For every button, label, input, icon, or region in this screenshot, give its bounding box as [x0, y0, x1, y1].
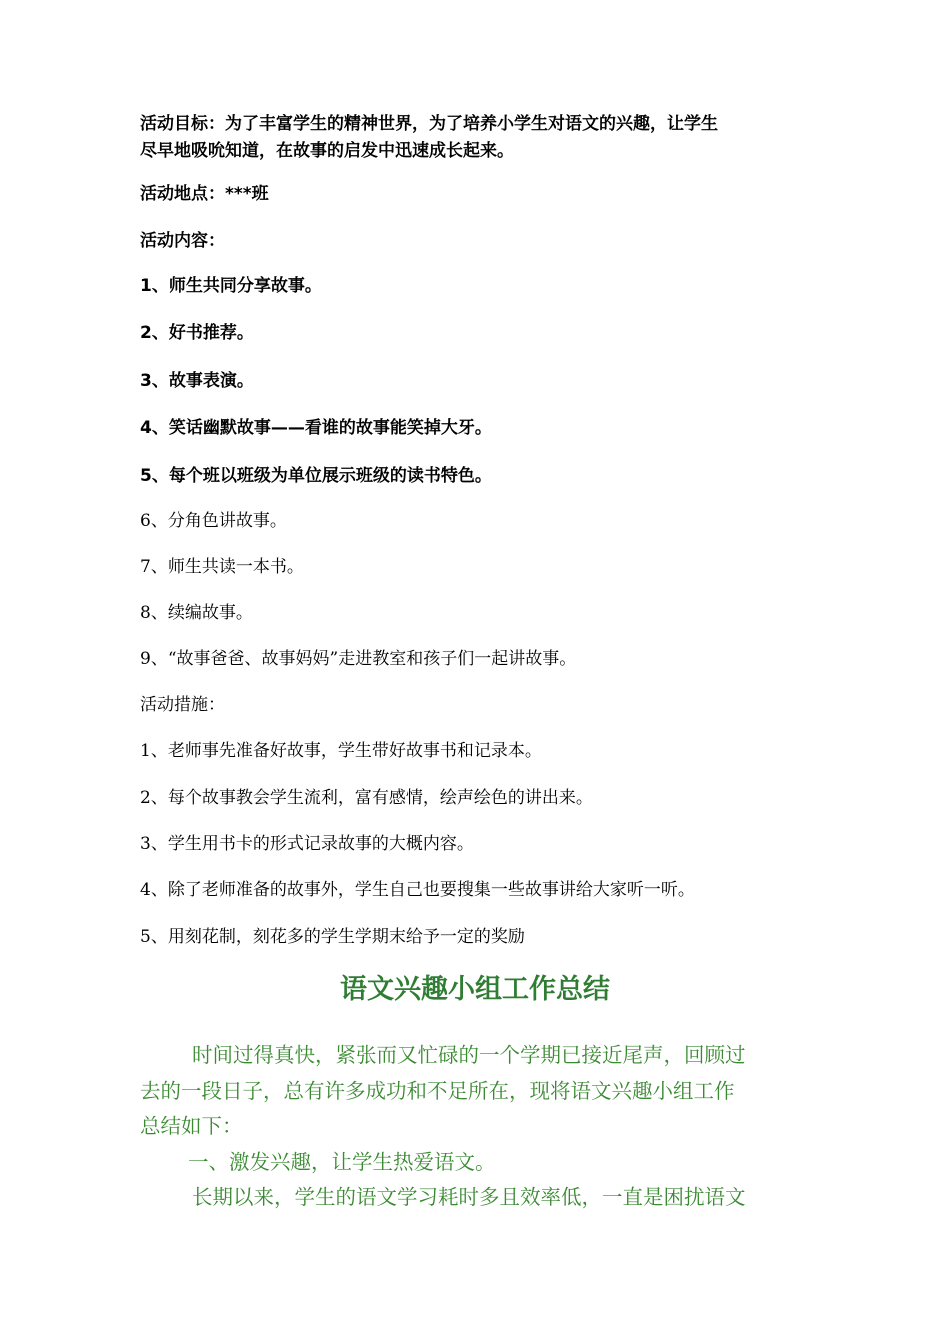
content-item-7: 7、师生共读一本书。: [140, 557, 304, 577]
content-item-8: 8、续编故事。: [140, 603, 253, 623]
measures-heading: 活动措施：: [140, 695, 225, 715]
location-line: 活动地点：***班: [140, 184, 269, 204]
summary-para2-line1: 长期以来，学生的语文学习耗时多且效率低，一直是困扰语文: [192, 1185, 746, 1209]
summary-para1-line3: 总结如下：: [140, 1114, 243, 1138]
content-heading: 活动内容：: [140, 231, 225, 251]
goal-line-2: 尽早地吸吮知道，在故事的启发中迅速成长起来。: [140, 141, 514, 161]
measures-item-3: 3、学生用书卡的形式记录故事的大概内容。: [140, 834, 474, 854]
content-item-6: 6、分角色讲故事。: [140, 511, 287, 531]
measures-item-5: 5、用刻花制，刻花多的学生学期末给予一定的奖励: [140, 927, 525, 947]
measures-item-2: 2、每个故事教会学生流利，富有感情，绘声绘色的讲出来。: [140, 788, 593, 808]
summary-title: 语文兴趣小组工作总结: [340, 974, 610, 1005]
content-item-1: 1、师生共同分享故事。: [140, 276, 322, 296]
content-item-3: 3、故事表演。: [140, 371, 254, 391]
measures-item-4: 4、除了老师准备的故事外，学生自己也要搜集一些故事讲给大家听一听。: [140, 880, 695, 900]
content-item-2: 2、好书推荐。: [140, 323, 254, 343]
summary-para1-line2: 去的一段日子，总有许多成功和不足所在，现将语文兴趣小组工作: [140, 1079, 735, 1103]
measures-item-1: 1、老师事先准备好故事，学生带好故事书和记录本。: [140, 741, 542, 761]
content-item-9: 9、“故事爸爸、故事妈妈”走进教室和孩子们一起讲故事。: [140, 649, 577, 669]
summary-section-heading: 一、激发兴趣，让学生热爱语文。: [188, 1150, 496, 1174]
goal-line-1: 活动目标：为了丰富学生的精神世界，为了培养小学生对语文的兴趣，让学生: [140, 114, 718, 134]
content-item-4: 4、笑话幽默故事——看谁的故事能笑掉大牙。: [140, 418, 492, 438]
content-item-5: 5、每个班以班级为单位展示班级的读书特色。: [140, 466, 492, 486]
summary-para1-line1: 时间过得真快，紧张而又忙碌的一个学期已接近尾声，回顾过: [192, 1043, 746, 1067]
